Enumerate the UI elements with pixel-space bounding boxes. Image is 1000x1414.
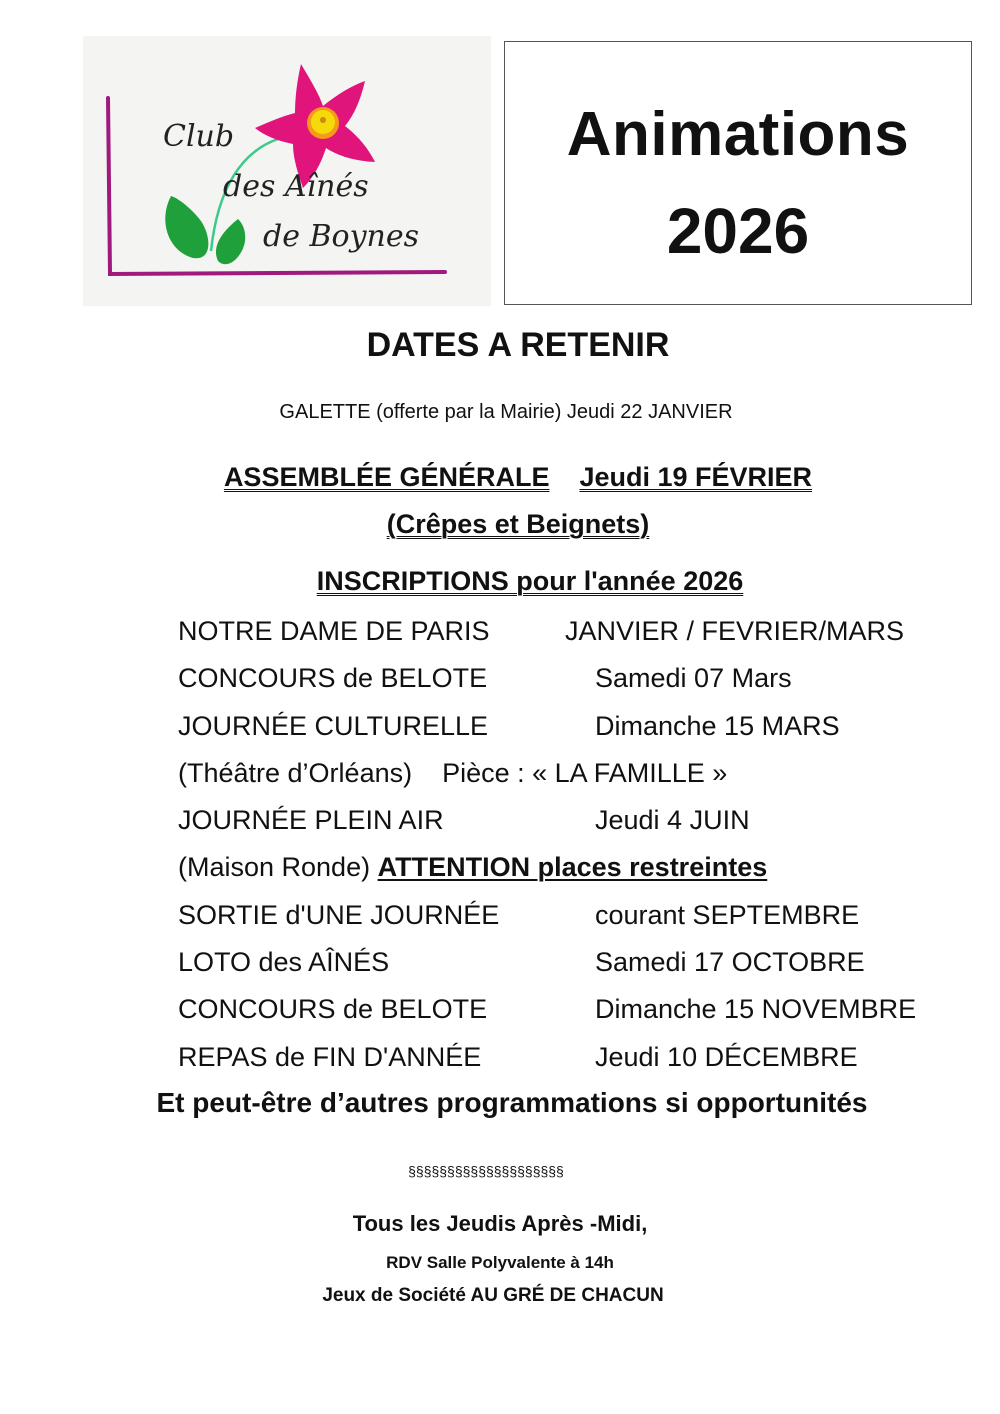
general-assembly-date: Jeudi 19 FÉVRIER bbox=[579, 462, 813, 492]
flower-icon bbox=[83, 36, 491, 306]
galette-announcement: GALETTE (offerte par la Mairie) Jeudi 22 JANVIER bbox=[279, 401, 733, 423]
section-separator: §§§§§§§§§§§§§§§§§§§§ bbox=[408, 1163, 564, 1179]
title-animations: Animations bbox=[566, 100, 910, 169]
event-note-venue: (Maison Ronde) bbox=[178, 852, 371, 883]
list-item bbox=[178, 989, 978, 1036]
general-assembly-subtitle: (Crêpes et Beignets) bbox=[386, 509, 650, 539]
list-item bbox=[178, 1037, 978, 1084]
event-name: NOTRE DAME DE PARIS bbox=[178, 616, 490, 646]
event-name: SORTIE d'UNE JOURNÉE bbox=[178, 899, 500, 930]
event-date: Jeudi 10 DÉCEMBRE bbox=[595, 1041, 858, 1072]
general-assembly bbox=[18, 462, 1000, 493]
title-box bbox=[504, 41, 972, 305]
event-note-venue: (Théâtre d’Orléans) bbox=[178, 757, 413, 788]
list-item bbox=[178, 942, 978, 989]
event-date: Dimanche 15 MARS bbox=[595, 710, 840, 741]
weekly-activity: Jeux de Société AU GRÉ DE CHACUN bbox=[322, 1285, 664, 1306]
event-name: CONCOURS de BELOTE bbox=[178, 994, 488, 1025]
general-assembly-label: ASSEMBLÉE GÉNÉRALE bbox=[223, 462, 550, 492]
events-list bbox=[178, 611, 978, 1084]
event-date: Dimanche 15 NOVEMBRE bbox=[595, 994, 917, 1025]
weekly-title: Tous les Jeudis Après -Midi, bbox=[352, 1211, 648, 1236]
event-date: Samedi 07 Mars bbox=[595, 663, 792, 694]
event-name: REPAS de FIN D'ANNÉE bbox=[178, 1041, 482, 1072]
event-date: Samedi 17 OCTOBRE bbox=[595, 947, 865, 978]
event-date: Jeudi 4 JUIN bbox=[595, 805, 750, 836]
svg-text:de Boynes: de Boynes bbox=[263, 219, 420, 254]
event-name: LOTO des AÎNÉS bbox=[178, 947, 390, 978]
event-name: JOURNÉE CULTURELLE bbox=[178, 710, 489, 741]
event-note-play: Pièce : « LA FAMILLE » bbox=[442, 757, 728, 788]
page-heading: DATES A RETENIR bbox=[366, 326, 670, 364]
svg-text:des Aînés: des Aînés bbox=[223, 169, 369, 204]
attention-warning: ATTENTION places restreintes bbox=[377, 852, 768, 883]
registrations-heading: INSCRIPTIONS pour l'année 2026 bbox=[316, 566, 744, 596]
svg-text:Club: Club bbox=[163, 119, 235, 154]
event-date: courant SEPTEMBRE bbox=[595, 899, 860, 930]
list-item bbox=[178, 658, 978, 705]
other-programs-note: Et peut-être d’autres programmations si opportunités bbox=[156, 1087, 868, 1118]
event-name: JOURNÉE PLEIN AIR bbox=[178, 805, 444, 836]
list-item bbox=[178, 895, 978, 942]
list-item bbox=[178, 611, 978, 658]
event-date: JANVIER / FEVRIER/MARS bbox=[565, 616, 905, 646]
club-logo bbox=[83, 36, 491, 306]
title-year: 2026 bbox=[666, 195, 810, 267]
event-note bbox=[178, 753, 978, 800]
list-item bbox=[178, 800, 978, 847]
event-name: CONCOURS de BELOTE bbox=[178, 663, 488, 694]
event-note bbox=[178, 847, 978, 894]
weekly-location: RDV Salle Polyvalente à 14h bbox=[386, 1253, 614, 1272]
list-item bbox=[178, 706, 978, 753]
